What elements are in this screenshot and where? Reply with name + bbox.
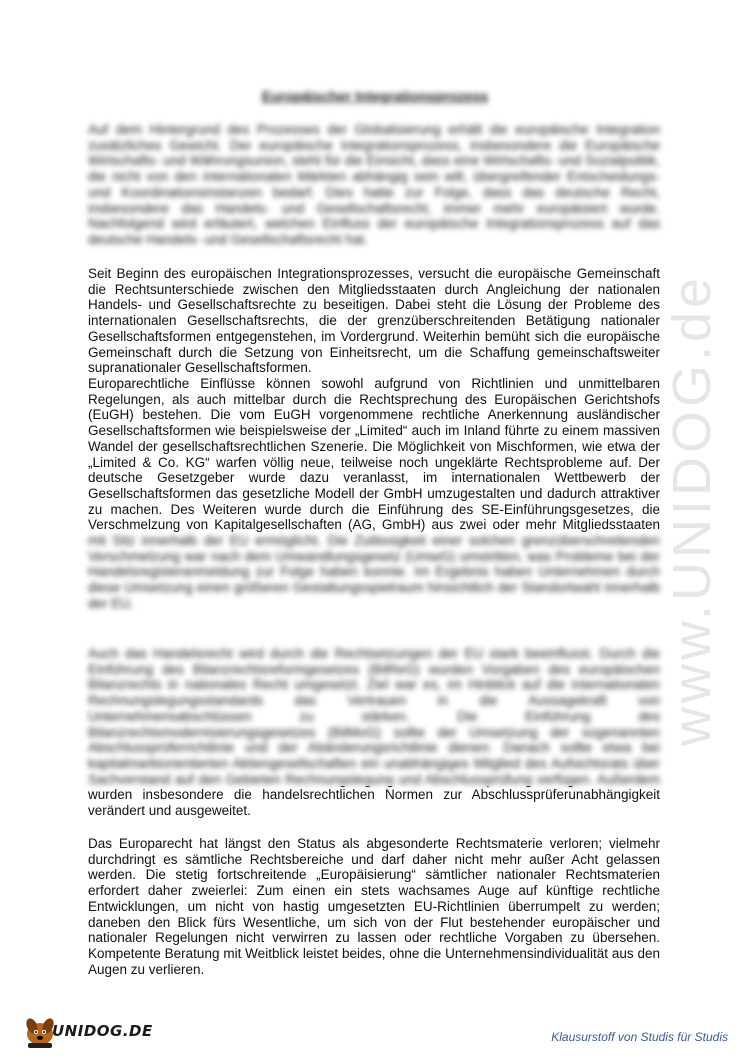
paragraph-4-blurred-part [88,646,660,786]
paragraph-3-continued: mit Sitz innerhalb der EU ermöglicht. Die Zulässigkeit einer solchen grenzüberschreitenden Verschmelzung war nach dem Umwandlungsgesetz (UmwG) umstritten, was Probleme bei der Handelsregisteranmeldung zur Folge haben konnte. Im Ergebnis haben Unternehmen durch diese Umsetzung einen größeren Gestaltungsspielraum hinsichtlich der Standortwahl innerhalb der EU. [88,533,660,611]
paragraph-4-visible-part [88,786,660,826]
paragraph-3: Europarechtliche Einflüsse können sowohl aufgrund von Richtlinien und unmittelbaren Regelungen, als auch mittelbar durch die Rechtsprechung des Europäischen Gerichtshofs (EuGH) bestehen. Die vom EuGH vorgenommene rechtliche Anerkennung ausländischer Gesellschaftsformen wie beispielsweise der „Limited“ auch im Inland führte zu einem massiven Wandel der gesellschaftsrechtlichen Szenerie. Die Möglichkeit von Mischformen, wie etwa der „Limited & Co. KG“ warfen völlig neue, teilweise noch ungeklärte Rechtsprobleme auf. Der deutsche Gesetzgeber wurde dazu veranlasst, im internationalen Wettbewerb der Gesellschaftsformen das gesetzliche Modell der GmbH umzugestalten und dadurch attraktiver zu machen. Des Weiteren wurde durch die Einführung des SE-Einführungsgesetzes, die Verschmelzung von Kapitalgesellschaften (AG, GmbH) aus zwei oder mehr Mitgliedsstaaten [88,376,660,533]
paragraph-3-blurred-part [88,533,660,636]
paragraph-4: Auch das Handelsrecht wird durch die Rechtsetzungen der EU stark beeinflusst. Durch die Einführung des Bilanzrechtsreformgesetzes (BilReG) wurden Vorgaben des europäischen Bilanzrechts in nationales Recht umgesetzt. Ziel war es, im Hinblick auf die internationalen Rechnungslegungsstandards das Vertrauen in die Aussagekraft von Unternehmensabschlüssen zu stärken. Die Einführung des Bilanzrechtsmodernisierungsgesetzes (BilMoG) sollte der Umsetzung der sogenannten Abschlussprüferrichtlinie und der Abänderungsrichtlinie dienen. Danach sollte etwa bei kapitalmarktorientierten Aktiengesellschaften ein unabhängiges Mitglied des Aufsichtsrats über Sachverstand auf den Gebieten Rechnungslegung und Abschlussprüfung verfügen. Außerdem [88,646,660,786]
watermark-text: www.UNIDOG.de [662,273,722,747]
paragraph-4-continued: wurden insbesondere die handelsrechtlichen Normen zur Abschlussprüferunabhängigkeit verändert und ausgeweitet. [88,787,660,819]
footer-tagline: Klausurstoff von Studis für Studis [551,1030,728,1044]
logo-text[interactable]: UNIDOG.DE [52,1022,153,1040]
paragraph-2: Seit Beginn des europäischen Integrationsprozesses, versucht die europäische Gemeinschaft die Rechtsunterschiede zwischen den Mitgliedsstaaten durch Angleichung der nationalen Handels- und Gesellschaftsrechte zu beseitigen. Dabei steht die Lösung der Probleme des internationalen Gesellschaftsrechts, die der grenzüberschreitenden Betätigung nationaler Gesellschaftsformen entgegenstehen, im Vordergrund. Weiterhin bemüht sich die europäische Gemeinschaft durch die Setzung von Einheitsrecht, um die Schaffung gemeinschaftsweiter supranationaler Gesellschaftsformen. [88,266,660,376]
paragraph-3-visible-part [88,376,660,533]
paragraph-1: Auf dem Hintergrund des Prozesses der Globalisierung erhält die europäische Integration zusätzliches Gewicht. Der europäische Integrationsprozess, insbesondere die Europäische Wirtschafts- und Währungsunion, steht für die Einsicht, dass eine Wirtschafts- und Sozialpolitik, die nicht von den internationalen Märkten abhängig sein will, übergreifender Entscheidungs- und Koordinationsinstanzen bedarf. Dies hatte zur Folge, dass das deutsche Recht, insbesondere das Handels- und Gesellschaftsrecht, immer mehr europäisiert wurde. Nachfolgend wird erläutert, welchen Einfluss der europäische Integrationsprozess auf das deutsche Handels- und Gesellschaftsrecht hat. [88,122,660,247]
document-title: Europäischer Integrationsprozess [261,88,489,104]
paragraph-5: Das Europarecht hat längst den Status als abgesonderte Rechtsmaterie verloren; vielmehr durchdringt es sämtliche Rechtsbereiche und darf daher nicht mehr außer Acht gelassen werden. Die stetig fortschreitende „Europäisierung“ sämtlicher nationaler Rechtsmaterien erfordert daher zweierlei: Zum einen ein stets wachsames Auge auf künftige rechtliche Entwicklungen, um nicht von hastig umgesetzten EU-Richtlinien überrumpelt zu werden; daneben den Blick fürs Wesentliche, um sich von der Flut bestehender europäischer und nationaler Regelungen nicht verwirren zu lassen oder rechtliche Vorgaben zu übersehen. Kompetente Beratung mit Weitblick leistet beides, ohne die Unternehmensindividualität aus den Augen zu verlieren. [88,836,660,977]
